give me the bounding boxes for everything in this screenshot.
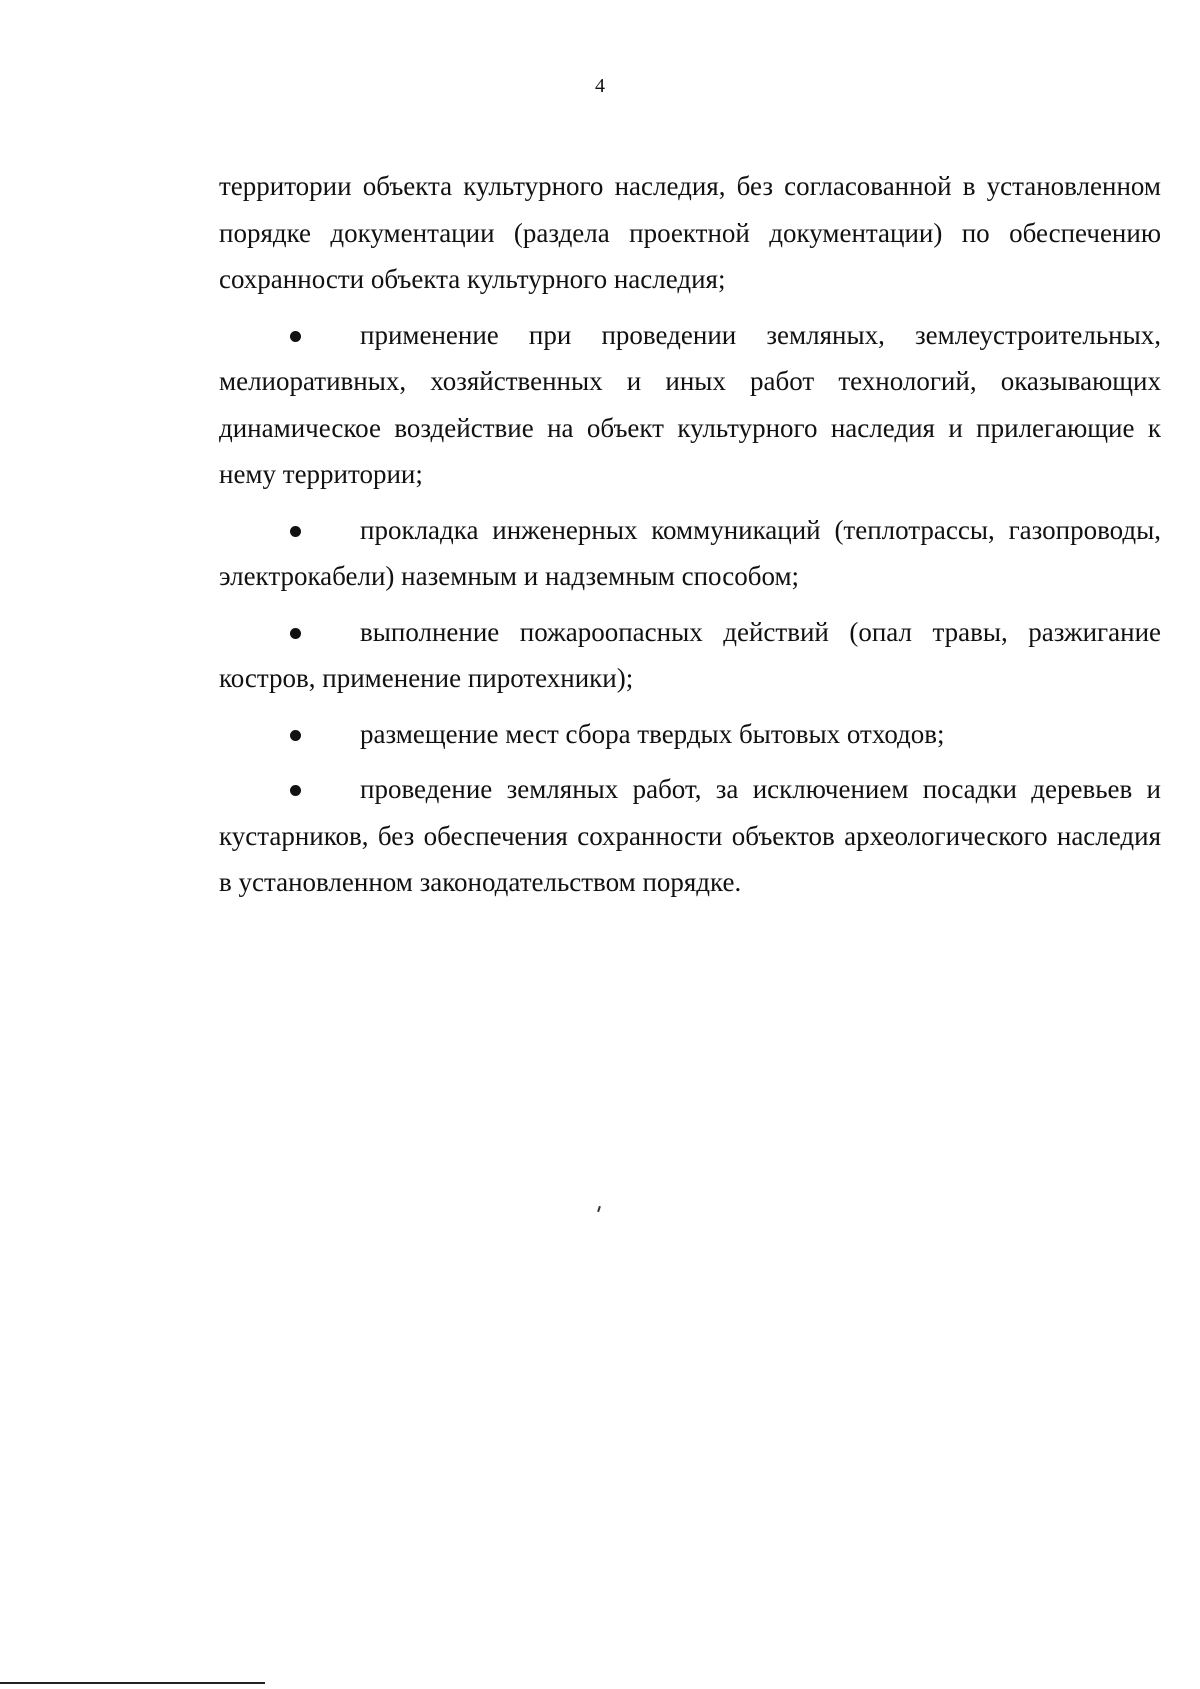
document-body [219, 163, 1161, 906]
list-item [219, 766, 1161, 906]
list-item [219, 711, 1161, 758]
list-item-text: размещение мест сбора твердых бытовых отходов; [360, 718, 945, 749]
list-item [219, 609, 1161, 702]
list-item [219, 312, 1161, 498]
bullet-icon [290, 331, 301, 342]
scan-artifact-mark [597, 1206, 601, 1212]
list-item-text: проведение земляных работ, за исключением посадки деревьев и кустарников, без обеспечения сохранности объектов археологического наследия в установленном законодательством порядке. [219, 774, 1161, 897]
bullet-icon [290, 628, 301, 639]
list-item-text: применение при проведении земляных, землеустроительных, мелиоративных, хозяйственных и иных работ технологий, оказывающих динамическое воздействие на объект культурного наследия и прилегающие к нему территории; [219, 319, 1161, 489]
footer-rule [0, 1682, 265, 1684]
bullet-icon [290, 785, 301, 796]
bullet-icon [290, 526, 301, 537]
page-number: 4 [595, 75, 605, 97]
lead-paragraph: территории объекта культурного наследия, без согласованной в установленном порядке документации (раздела проектной документации) по обеспечению сохранности объекта культурного наследия; [219, 171, 1161, 294]
list-item-text: выполнение пожароопасных действий (опал травы, разжигание костров, применение пиротехники); [219, 616, 1161, 693]
list-item-text: прокладка инженерных коммуникаций (теплотрассы, газопроводы, электрокабели) наземным и надземным способом; [219, 514, 1161, 591]
bullet-icon [290, 730, 301, 741]
list-item [219, 507, 1161, 600]
